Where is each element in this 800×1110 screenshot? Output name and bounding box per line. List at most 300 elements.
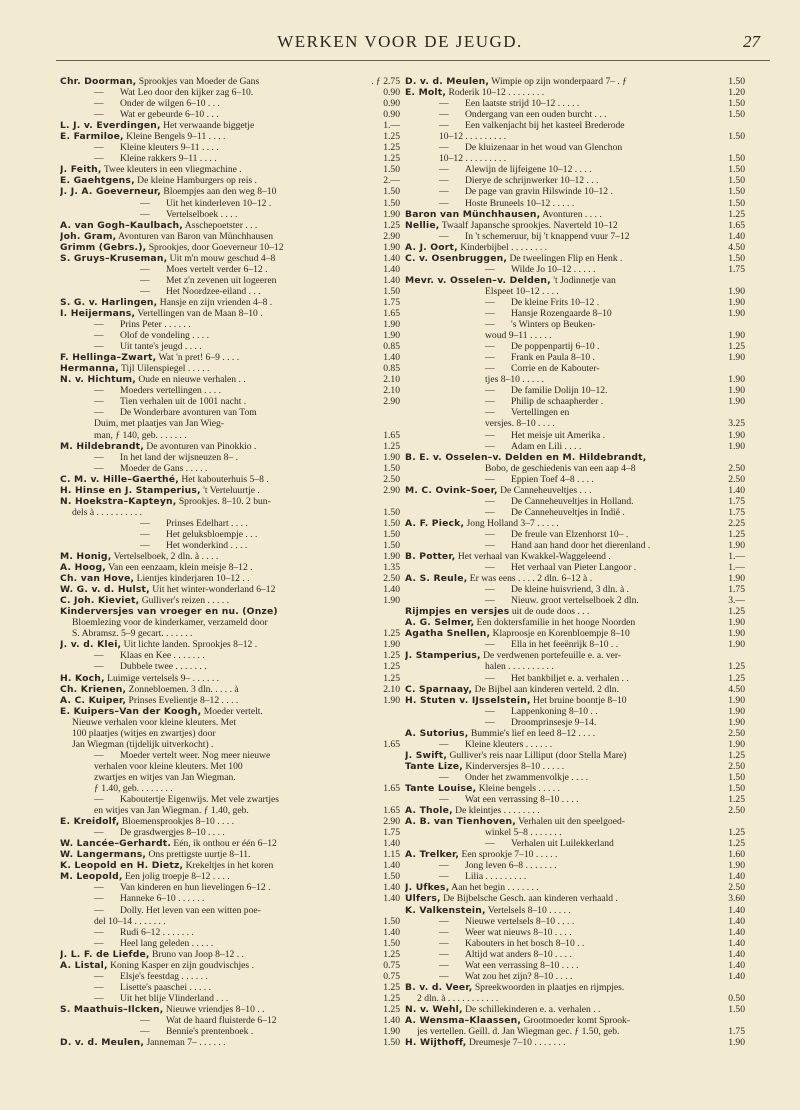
catalog-entry	[60, 816, 400, 827]
entry-text	[439, 871, 703, 882]
catalog-entry	[60, 750, 400, 761]
entry-title: versjes. 8–10 . . . .	[485, 418, 555, 430]
entry-text	[60, 695, 358, 706]
entry-text	[60, 673, 358, 684]
catalog-entry	[60, 363, 400, 374]
catalog-entry	[405, 507, 745, 518]
entry-dash: —	[439, 738, 449, 750]
entry-dash: —	[485, 562, 495, 574]
entry-price: 1.25	[383, 440, 400, 452]
catalog-entry	[60, 109, 400, 120]
entry-title: zwartjes en witjes van Jan Wiegman.	[94, 771, 236, 783]
entry-author: D. v. d. Meulen,	[405, 76, 490, 87]
entry-title: ƒ 1.40, geb. . . . . . . .	[94, 783, 173, 794]
entry-text	[405, 76, 703, 87]
entry-price: 2.90	[383, 484, 400, 496]
entry-text	[94, 341, 358, 352]
entry-title: Avonturen van Baron van Münchhausen	[116, 230, 274, 242]
entry-author: M. Honig,	[60, 551, 112, 563]
catalog-entry	[405, 275, 745, 286]
entry-price: 1.25	[383, 131, 400, 143]
entry-price: 1.75	[383, 827, 400, 839]
entry-text	[94, 938, 358, 949]
entry-text	[485, 639, 703, 650]
catalog-entry	[405, 717, 745, 728]
catalog-entry	[60, 684, 400, 695]
catalog-entry	[405, 109, 745, 120]
catalog-entry	[405, 938, 745, 949]
entry-dash: —	[439, 937, 449, 949]
entry-text	[485, 717, 703, 728]
catalog-entry	[405, 308, 745, 319]
entry-text	[140, 275, 358, 286]
catalog-entry	[60, 871, 400, 882]
entry-text	[60, 76, 358, 87]
entry-price: 1.90	[728, 617, 745, 629]
entry-text	[405, 220, 703, 231]
entry-title: Uit het winter-wonderland 6–12	[149, 584, 276, 596]
entry-price: 2.50	[383, 573, 400, 585]
entry-text	[485, 507, 703, 518]
catalog-entry	[60, 982, 400, 993]
catalog-entry	[405, 518, 745, 529]
entry-dash: —	[485, 296, 495, 308]
entry-price: 1.90	[728, 385, 745, 397]
entry-price: 1.65	[383, 738, 400, 750]
entry-title: De avonturen van Pinokkio .	[143, 440, 257, 452]
entry-price: 0.50	[728, 992, 745, 1004]
entry-author: E. Molt,	[405, 87, 447, 99]
catalog-entry	[60, 496, 400, 507]
entry-author: A. S. Reule,	[405, 573, 468, 585]
entry-price: 1.75	[728, 263, 745, 275]
catalog-entry	[405, 584, 745, 595]
entry-text	[72, 717, 358, 728]
entry-title: del 10–14 . . . . . . .	[94, 915, 166, 927]
entry-title: Hoste Bruneels 10–12 . . . . .	[465, 197, 575, 209]
catalog-entry	[60, 893, 400, 904]
entry-dash: —	[94, 407, 104, 419]
entry-price: 1.50	[728, 197, 745, 209]
entry-price: 2.90	[383, 396, 400, 408]
entry-text	[405, 805, 703, 816]
entry-dash: —	[140, 1014, 150, 1026]
catalog-entry	[405, 650, 745, 661]
catalog-entry	[405, 949, 745, 960]
entry-dash: —	[439, 164, 449, 176]
entry-author: M. Leopold,	[60, 871, 123, 883]
entry-author: A. Trelker,	[405, 849, 460, 861]
entry-dash: —	[485, 263, 495, 275]
catalog-entry	[60, 838, 400, 849]
entry-author: K. Valkenstein,	[405, 904, 486, 916]
entry-title: Wat Leo door den kijker zag 6–10.	[120, 87, 254, 99]
entry-title: Oude en nieuwe verhalen . .	[135, 374, 246, 386]
entry-title: De freule van Elzenhorst 10– .	[511, 528, 629, 540]
entry-text	[485, 341, 703, 352]
entry-text	[439, 142, 703, 153]
catalog-entry	[60, 175, 400, 186]
entry-title: Bloemensprookjes 8–10 . . . .	[119, 816, 235, 828]
entry-title: Een sprookje 7–10 . . . . .	[459, 849, 558, 861]
entry-text	[60, 231, 358, 242]
entry-price: 1.90	[728, 330, 745, 342]
catalog-entry	[405, 882, 745, 893]
entry-price: 1.50	[383, 915, 400, 927]
entry-text	[439, 960, 703, 971]
page-header	[0, 32, 800, 56]
entry-text	[94, 761, 358, 772]
catalog-entry	[405, 175, 745, 186]
entry-price: 1.90	[728, 539, 745, 551]
entry-title: Lientjes kinderjaren 10–12 . .	[134, 573, 250, 585]
entry-author: B. Potter,	[405, 551, 456, 563]
entry-price: 1.90	[728, 285, 745, 297]
entry-price: 1.—	[383, 120, 400, 132]
entry-dash: —	[94, 904, 104, 916]
entry-price: 1.50	[383, 517, 400, 529]
entry-dash: —	[140, 1026, 150, 1038]
entry-author: J. J. A. Goeverneur,	[60, 186, 162, 198]
entry-title: Onder de wilgen 6–10 . . .	[120, 98, 220, 110]
catalog-entry	[405, 761, 745, 772]
catalog-entry	[405, 474, 745, 485]
entry-price: 1.90	[728, 738, 745, 750]
entry-text	[140, 264, 358, 275]
entry-text	[485, 418, 703, 429]
catalog-entry	[405, 871, 745, 882]
catalog-entry	[60, 927, 400, 938]
entry-author: J. v. d. Klei,	[60, 639, 122, 651]
entry-dash: —	[140, 285, 150, 297]
entry-title: Hanneke 6–10 . . . . . .	[120, 893, 205, 905]
entry-title: Spreekwoorden in plaatjes en rijmpjes.	[472, 981, 625, 993]
entry-price: 0.85	[383, 341, 400, 353]
entry-price: 1.90	[383, 694, 400, 706]
entry-title: man, ƒ 140, geb. . . . . . .	[94, 429, 187, 441]
entry-title: Roderik 10–12 . . . . . . . .	[446, 87, 545, 99]
entry-price: 1.50	[728, 783, 745, 794]
entry-text	[60, 816, 358, 827]
catalog-entry	[405, 220, 745, 231]
catalog-entry	[60, 882, 400, 893]
entry-title: Bruno van Joop 8–12 . .	[149, 948, 244, 960]
entry-dash: —	[94, 98, 104, 110]
entry-title: Rudi 6–12 . . . . . . .	[120, 926, 194, 938]
entry-title: Kleine kleuters 9–11 . . . .	[120, 142, 219, 154]
entry-text	[60, 120, 358, 131]
catalog-entry	[60, 430, 400, 441]
entry-title: woud 9–11 . . . . .	[485, 330, 552, 342]
entry-dash: —	[439, 197, 449, 209]
catalog-entry	[60, 253, 400, 264]
entry-text	[439, 98, 703, 109]
entry-price: 1.40	[383, 584, 400, 596]
entry-dash: —	[94, 981, 104, 993]
entry-dash: —	[94, 937, 104, 949]
entry-price: 1.—	[728, 562, 745, 574]
entry-dash: —	[485, 307, 495, 319]
catalog-entry	[60, 938, 400, 949]
entry-price: 1.25	[383, 992, 400, 1004]
catalog-entry	[405, 606, 745, 617]
entry-dash: —	[485, 584, 495, 596]
entry-text	[94, 772, 358, 783]
entry-price: 1.90	[728, 628, 745, 640]
entry-text	[485, 319, 703, 330]
entry-text	[439, 175, 703, 186]
entry-author: Grimm (Gebrs.),	[60, 241, 147, 253]
entry-price: 1.25	[383, 628, 400, 640]
catalog-entry	[405, 639, 745, 650]
entry-text	[140, 286, 358, 297]
entry-price: 2.50	[728, 727, 745, 739]
catalog-entry	[60, 949, 400, 960]
catalog-entry	[60, 860, 400, 871]
entry-text	[405, 606, 703, 617]
catalog-entry	[405, 927, 745, 938]
entry-title: 's Winters op Beuken-	[511, 319, 596, 331]
entry-title: Koning Kasper en zijn goudvischjes .	[107, 959, 254, 971]
entry-text	[94, 430, 358, 441]
entry-text	[485, 441, 703, 452]
catalog-entry	[405, 120, 745, 131]
catalog-entry	[60, 352, 400, 363]
entry-text	[485, 595, 703, 606]
entry-text	[94, 805, 358, 816]
catalog-entry	[60, 717, 400, 728]
entry-title: Jong Holland 3–7 . . . . .	[464, 517, 559, 529]
entry-author: W. Lancée–Gerhardt.	[60, 838, 172, 850]
entry-text	[94, 463, 358, 474]
entry-title: 't Jodinnetje van	[550, 274, 616, 286]
entry-price: 1.40	[383, 252, 400, 264]
entry-price: 1.40	[728, 926, 745, 938]
entry-author: J. Ufkes,	[405, 882, 450, 894]
entry-text	[60, 960, 358, 971]
entry-price: 0.75	[383, 970, 400, 982]
entry-author: A. Thole,	[405, 805, 453, 817]
entry-text	[60, 441, 358, 452]
entry-text	[405, 452, 703, 463]
entry-price: 2.50	[383, 473, 400, 485]
entry-text	[417, 1026, 703, 1037]
entry-text	[140, 1026, 358, 1037]
catalog-entry	[60, 131, 400, 142]
entry-price: 1.40	[383, 893, 400, 905]
catalog-entry	[405, 1004, 745, 1015]
entry-price: 1.90	[728, 639, 745, 651]
catalog-entry	[60, 330, 400, 341]
entry-dash: —	[485, 495, 495, 507]
entry-text	[405, 1004, 703, 1015]
entry-price: 1.25	[728, 827, 745, 839]
entry-price: 1.40	[383, 274, 400, 286]
entry-author: A. J. Oort,	[405, 241, 458, 253]
entry-text	[485, 374, 703, 385]
entry-title: Prins Peter . . . . . .	[120, 319, 191, 331]
entry-title: Een doktersfamilie in het hooge Noorden	[474, 617, 636, 629]
entry-text	[405, 551, 703, 562]
entry-dash: —	[439, 98, 449, 110]
entry-title: Lisette's paaschei . . . . .	[120, 981, 211, 993]
entry-text	[485, 308, 703, 319]
entry-author: A. F. Pieck,	[405, 517, 465, 529]
header-rule	[56, 60, 770, 61]
entry-title: Vertelselboek, 2 dln. à . . . .	[111, 551, 219, 563]
catalog-entry	[60, 584, 400, 595]
entry-dash: —	[439, 120, 449, 132]
entry-text	[439, 971, 703, 982]
entry-text	[405, 849, 703, 860]
entry-price: 1.25	[383, 650, 400, 662]
entry-author: A. B. van Tienhoven,	[405, 816, 516, 828]
entry-title: Dreumesje 7–10 . . . . . . .	[466, 1037, 566, 1049]
entry-price: 1.40	[383, 263, 400, 275]
entry-author: Nellie,	[405, 219, 440, 231]
entry-title: De verdwenen portefeuille e. a. ver-	[480, 650, 622, 662]
entry-text	[60, 363, 358, 374]
entry-title: De Canneheuveltjes in Indië .	[511, 506, 625, 518]
catalog-entry	[60, 142, 400, 153]
entry-price: 4.50	[728, 241, 745, 253]
entry-text	[94, 396, 358, 407]
entry-title: Vertellingen van de Maan 8–10 .	[135, 307, 263, 319]
catalog-entry	[405, 87, 745, 98]
entry-text	[94, 109, 358, 120]
entry-author: B. v. d. Veer,	[405, 981, 473, 993]
entry-dash: —	[439, 175, 449, 187]
entry-price: 1.90	[383, 330, 400, 342]
entry-price: 1.50	[728, 164, 745, 176]
entry-title: Bloempjes aan den weg 8–10	[161, 186, 277, 198]
catalog-entry	[60, 628, 400, 639]
entry-title: Hand aan hand door het dierenland .	[511, 539, 651, 551]
entry-text	[60, 496, 358, 507]
entry-title: Heel lang geleden . . . . .	[120, 937, 214, 949]
catalog-entry	[405, 319, 745, 330]
entry-price: 1.25	[728, 749, 745, 761]
entry-text	[485, 352, 703, 363]
entry-text	[405, 209, 703, 220]
entry-dash: —	[485, 473, 495, 485]
entry-text	[485, 264, 703, 275]
entry-title: Lappenkoning 8–10 . .	[511, 705, 598, 717]
catalog-entry	[405, 297, 745, 308]
entry-price: 1.50	[728, 771, 745, 783]
entry-title: Wat een verrassing 8–10 . . . .	[465, 959, 579, 971]
entry-text	[405, 253, 703, 264]
entry-dash: —	[94, 341, 104, 353]
entry-title: Eén, ik onthou er één 6–12	[171, 838, 277, 850]
entry-title: Nieuw. groot vertelselboek 2 dln.	[511, 595, 639, 607]
catalog-entry	[405, 551, 745, 562]
catalog-entry	[60, 242, 400, 253]
entry-dash: —	[439, 948, 449, 960]
entry-dash: —	[439, 915, 449, 927]
entry-price: 1.90	[383, 319, 400, 331]
entry-title: dels à . . . . . . . . . .	[72, 506, 143, 518]
entry-title: Prinses Evelientje 8–12 . . . .	[126, 694, 239, 706]
entry-price: 1.50	[383, 197, 400, 209]
entry-text	[140, 529, 358, 540]
entry-price: 1.65	[728, 219, 745, 231]
entry-title: Avonturen . . . .	[540, 208, 602, 220]
entry-dash: —	[439, 871, 449, 883]
entry-text	[60, 175, 358, 186]
catalog-entry	[405, 1037, 745, 1048]
entry-title: Moeder vertelt weer. Nog meer nieuwe	[120, 749, 271, 761]
catalog-entry	[60, 960, 400, 971]
entry-price: 1.40	[383, 882, 400, 894]
entry-title: Dubbele twee . . . . . . .	[120, 661, 207, 673]
entry-price: 1.90	[728, 716, 745, 728]
entry-title: Twee kleuters in een vliegmachine .	[101, 164, 242, 176]
entry-title: Lilia . . . . . . . . .	[465, 871, 527, 883]
entry-author: E. Kreidolf,	[60, 816, 120, 828]
entry-text	[94, 882, 358, 893]
catalog-entry	[60, 418, 400, 429]
catalog-entry	[405, 242, 745, 253]
entry-price: 1.25	[383, 661, 400, 673]
entry-text	[405, 982, 703, 993]
entry-title: Het Noordzee-eiland . . .	[166, 285, 261, 297]
entry-author: Agatha Snellen,	[405, 628, 491, 640]
catalog-entry	[405, 993, 745, 1004]
entry-text	[405, 518, 703, 529]
entry-author: L. J. v. Everdingen,	[60, 120, 161, 132]
entry-price: 1.50	[383, 539, 400, 551]
entry-text	[405, 617, 703, 628]
entry-title: Kleine rakkers 9–11 . . . .	[120, 153, 217, 165]
entry-text	[485, 661, 703, 672]
entry-text	[485, 838, 703, 849]
entry-author: E. Farmiloe,	[60, 131, 124, 143]
catalog-entry	[405, 595, 745, 606]
entry-author: Hermanna,	[60, 363, 119, 375]
entry-price: 2.50	[728, 462, 745, 474]
entry-text	[60, 595, 358, 606]
entry-author: A. van Gogh–Kaulbach,	[60, 219, 183, 231]
entry-text	[94, 794, 358, 805]
catalog-entry	[60, 407, 400, 418]
entry-text	[405, 628, 703, 639]
entry-title: Kaboutertje Eigenwijs. Met vele zwartjes	[120, 794, 280, 806]
entry-price: 1.90	[383, 639, 400, 651]
catalog-entry	[60, 849, 400, 860]
entry-title: Moeder vertelt.	[201, 705, 263, 717]
entry-text	[405, 783, 703, 794]
entry-price: 1.50	[383, 871, 400, 883]
entry-price: 2.10	[383, 683, 400, 695]
catalog-entry	[60, 518, 400, 529]
entry-text	[439, 739, 703, 750]
entry-dash: —	[485, 341, 495, 353]
entry-dash: —	[94, 650, 104, 662]
entry-price: 1.50	[728, 175, 745, 187]
right-column	[405, 76, 745, 1048]
catalog-entry	[60, 739, 400, 750]
entry-price: 1.50	[383, 186, 400, 198]
catalog-entry	[405, 617, 745, 628]
entry-price: 1.75	[728, 506, 745, 518]
entry-text	[94, 993, 358, 1004]
catalog-entry	[405, 76, 745, 87]
entry-title: De Wonderbare avonturen van Tom	[120, 407, 257, 419]
entry-price: 1.90	[728, 705, 745, 717]
catalog-entry	[60, 1037, 400, 1048]
catalog-entry	[405, 728, 745, 739]
